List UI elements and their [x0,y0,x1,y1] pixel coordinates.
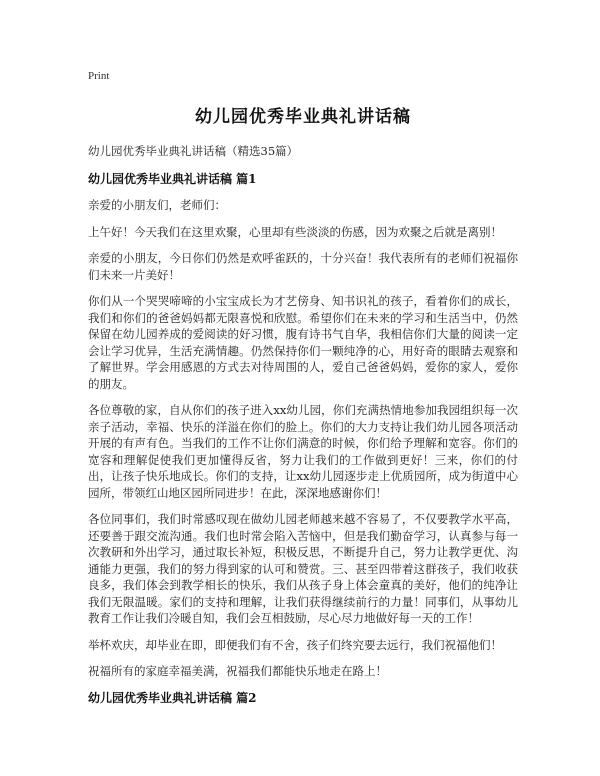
page-title: 幼儿园优秀毕业典礼讲话稿 [195,107,411,127]
paragraph: 亲爱的小朋友们，老师们： [88,198,226,212]
paragraph: 你们从一个哭哭啼啼的小宝宝成长为才艺傍身、知书识礼的孩子，看着你们的成长，我们和你们的爸爸妈妈都无限喜悦和欣慰。希望你们在未来的学习和生活当中，仍然保留在幼儿园养成的爱阅读的好习惯，腹有诗书气自华，我相信你们大量的阅读一定会让学习优异，生活充满情趣。仍然保持你们一颗纯净的心，用好奇的眼睛去观察和了解世界。学会用感恩的方式去对待周围的人，爱自己爸爸妈妈，爱你的家人，爱你的朋友。 [88,294,518,391]
paragraph: 各位同事们，我们时常感叹现在做幼儿园老师越来越不容易了，不仅要教学水平高，还要善于跟交流沟通。我们也时常会陷入苦恼中，但是我们勤奋学习，认真参与每一次教研和外出学习，通过取长补短，积极反思，不断提升自己，努力让教学更优、沟通能力更强，我们的努力得到家的认可和赞赏。三、甚至四带着这群孩子，我们收获良多，我们体会到教学相长的快乐，我们从孩子身上体会童真的美好，他们的纯净让我们无限温暖。家们的支持和理解，让我们获得继续前行的力量！同事们，从事幼儿教育工作让我们冷暖自知，我们会互相鼓励，尽心尽力地做好每一天的工作！ [88,512,518,625]
print-link[interactable]: Print [88,70,110,82]
subtitle: 幼儿园优秀毕业典礼讲话稿（精选35篇） [88,144,299,158]
paragraph: 上午好！今天我们在这里欢聚，心里却有些淡淡的伤感，因为欢聚之后就是离别！ [88,224,502,239]
paragraph: 举杯欢庆，却毕业在即，即便我们有不舍，孩子们终究要去远行，我们祝福他们！ [88,637,502,652]
paragraph: 亲爱的小朋友，今日你们仍然是欢呼雀跃的，十分兴奋！我代表所有的老师们祝福你们未来一片美好！ [88,251,518,282]
section-heading-1: 幼儿园优秀毕业典礼讲话稿 篇1 [88,172,257,186]
paragraph: 各位尊敬的家，自从你们的孩子进入xx幼儿园，你们充满热情地参加我园组织每一次亲子活动，幸福、快乐的洋溢在你们的脸上。你们的大力支持让我们幼儿园各项活动开展的有声有色。当我们的工作不让你们满意的时候，你们给予理解和宽容。你们的宽容和理解促使我们更加懂得反省，努力让我们的工作做到更好！三来，你们的付出，让孩子快乐地成长。你们的支持，让xx幼儿园逐步走上优质园所，成为街道中心园所，带领红山地区园所同进步！在此，深深地感谢你们！ [88,403,518,500]
section-heading-2: 幼儿园优秀毕业典礼讲话稿 篇2 [88,690,257,705]
document-page [88,70,518,716]
paragraph: 祝福所有的家庭幸福美满，祝福我们都能快乐地走在路上！ [88,664,387,678]
